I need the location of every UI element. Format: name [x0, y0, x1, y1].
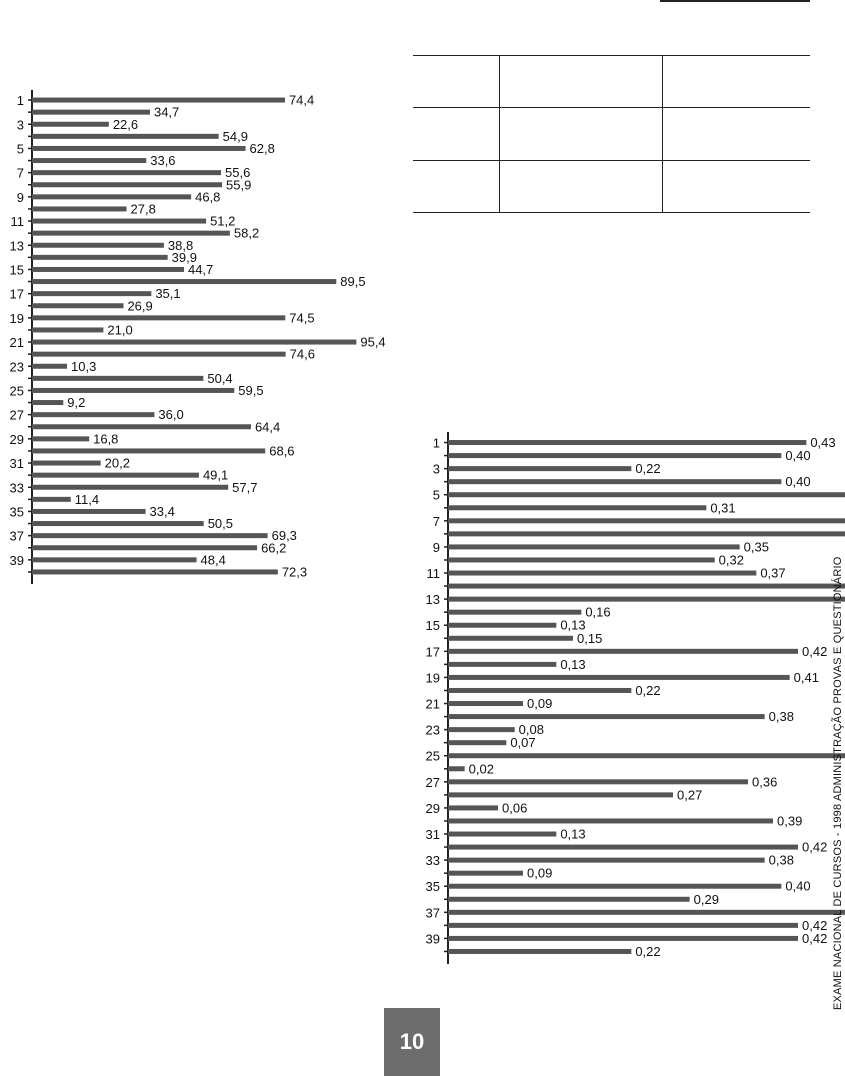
right-chart-tick-label: 11	[426, 566, 440, 582]
left-chart-value-label: 51,2	[210, 213, 236, 229]
right-chart-bar	[448, 453, 781, 458]
right-chart-bar	[448, 753, 845, 758]
right-chart-tick-label: 39	[425, 931, 440, 947]
left-chart-bar	[32, 485, 228, 490]
left-chart-value-label: 74,4	[288, 92, 315, 108]
right-chart-tick-label: 33	[425, 853, 440, 869]
right-chart-bar	[448, 884, 781, 889]
right-chart-bar	[448, 623, 556, 628]
table-cell	[500, 56, 663, 108]
left-chart-value-label: 89,5	[340, 274, 366, 290]
left-chart-tick-label: 9	[16, 189, 24, 205]
right-chart-value-label: 0,13	[560, 656, 586, 672]
right-chart-tick-label: 1	[432, 435, 440, 451]
right-chart-value-label: 0,16	[585, 604, 611, 620]
left-chart-bar	[32, 231, 230, 236]
left-chart-bar	[32, 110, 150, 115]
right-chart-value-label: 0,42	[802, 917, 828, 933]
right-chart-bar	[448, 440, 806, 445]
left-chart-bar	[32, 255, 168, 260]
right-chart-bar	[448, 571, 756, 576]
side-caption: EXAME NACIONAL DE CURSOS - 1998 ADMINISTRAÇÃO PROVAS E QUESTIONÁRIO	[832, 556, 844, 1010]
left-chart-tick-label: 37	[9, 528, 24, 544]
left-chart-bar	[32, 243, 164, 248]
right-chart-bar	[448, 871, 523, 876]
right-chart-bar	[448, 858, 765, 863]
left-chart-bar	[32, 315, 285, 320]
right-chart-bar	[448, 805, 498, 810]
right-chart-bar	[448, 675, 790, 680]
left-chart-value-label: 48,4	[200, 552, 226, 568]
left-chart-value-label: 59,5	[238, 382, 264, 398]
left-chart-value-label: 50,5	[207, 516, 234, 532]
right-chart-bar	[448, 688, 631, 693]
table-cell	[663, 160, 811, 212]
right-chart-value-label: 0,43	[810, 435, 836, 451]
right-chart-bar	[448, 949, 631, 954]
top-rule	[660, 0, 810, 2]
left-chart-bar	[32, 569, 278, 574]
right-chart-value-label: 0,02	[468, 761, 494, 777]
right-chart-value-label: 0,13	[560, 617, 586, 633]
left-chart-value-label: 44,7	[187, 261, 214, 277]
left-chart-value-label: 33,6	[150, 153, 176, 169]
left-chart-value-label: 39,9	[171, 249, 197, 265]
left-chart-value-label: 16,8	[93, 431, 119, 447]
left-chart-bar	[32, 400, 63, 405]
left-chart-bar	[32, 533, 268, 538]
left-chart-value-label: 74,5	[289, 310, 315, 326]
right-chart-value-label: 0,41	[793, 669, 819, 685]
right-chart-value-label: 0,42	[802, 643, 828, 659]
right-chart-value-label: 0,09	[527, 865, 553, 881]
left-chart-value-label: 21,0	[107, 322, 133, 338]
left-chart-value-label: 33,4	[149, 503, 175, 519]
left-chart-bar	[32, 436, 89, 441]
right-chart-bar	[448, 792, 673, 797]
right-chart-bar	[448, 492, 845, 497]
left-chart-bar	[32, 376, 203, 381]
left-bar-chart	[0, 88, 400, 598]
left-chart-value-label: 49,1	[202, 467, 229, 483]
left-chart-value-label: 69,3	[271, 528, 297, 544]
right-chart-value-label: 0,31	[710, 500, 736, 516]
left-chart-bar	[32, 267, 184, 272]
right-chart-bar	[448, 466, 631, 471]
left-chart-value-label: 50,4	[207, 370, 233, 386]
left-chart-bar	[32, 327, 103, 332]
left-chart-value-label: 20,2	[104, 455, 130, 471]
left-chart-tick-label: 35	[9, 504, 24, 520]
right-chart-value-label: 0,22	[635, 461, 661, 477]
right-chart-value-label: 0,29	[693, 891, 719, 907]
left-chart-bar	[32, 98, 285, 103]
right-chart-value-label: 0,13	[560, 826, 586, 842]
right-chart-tick-label: 23	[425, 722, 440, 738]
left-chart-bar	[32, 182, 222, 187]
left-chart-bar	[32, 219, 206, 224]
right-chart-tick-label: 7	[432, 513, 440, 529]
left-chart-value-label: 26,9	[127, 298, 153, 314]
left-chart-value-label: 55,9	[226, 177, 252, 193]
right-chart-bar	[448, 714, 765, 719]
right-chart-bar	[448, 923, 798, 928]
right-chart-value-label: 0,15	[577, 630, 603, 646]
right-chart-tick-label: 17	[425, 644, 440, 660]
right-chart-bar	[448, 531, 845, 536]
left-chart-bar	[32, 134, 219, 139]
left-chart-bar	[32, 521, 204, 526]
left-chart-value-label: 72,3	[281, 564, 308, 580]
left-chart-tick-label: 39	[9, 552, 24, 568]
left-chart-tick-label: 7	[16, 165, 24, 181]
right-chart-value-label: 0,08	[518, 722, 544, 738]
left-chart-value-label: 64,4	[254, 419, 281, 435]
right-chart-bar	[448, 557, 715, 562]
right-chart-value-label: 0,42	[802, 839, 828, 855]
left-chart-tick-label: 11	[10, 214, 24, 230]
left-chart-bar	[32, 194, 191, 199]
left-chart-value-label: 38,8	[167, 237, 194, 253]
page-number: 10	[384, 1008, 440, 1076]
right-chart-bar	[448, 936, 798, 941]
left-chart-tick-label: 27	[9, 407, 24, 423]
left-chart-value-label: 95,4	[360, 334, 386, 350]
right-chart-bar	[448, 897, 690, 902]
left-chart-bar	[32, 473, 199, 478]
right-chart-value-label: 0,38	[768, 852, 794, 868]
left-chart-value-label: 55,6	[225, 165, 251, 181]
left-chart-tick-label: 13	[9, 238, 24, 254]
left-chart-value-label: 11,4	[74, 491, 100, 507]
left-chart-bar	[32, 497, 71, 502]
table-cell	[413, 160, 500, 212]
right-chart-tick-label: 5	[432, 487, 440, 503]
right-chart-tick-label: 27	[425, 774, 440, 790]
left-chart-value-label: 66,2	[261, 540, 287, 556]
left-chart-value-label: 36,0	[158, 407, 184, 423]
left-chart-tick-label: 1	[16, 93, 24, 109]
left-chart-bar	[32, 279, 336, 284]
left-chart-tick-label: 23	[9, 359, 24, 375]
table-cell	[500, 108, 663, 160]
left-chart-bar	[32, 206, 127, 211]
left-chart-value-label: 74,6	[289, 346, 315, 362]
left-chart-bar	[32, 545, 257, 550]
left-chart-bar	[32, 448, 265, 453]
right-chart-tick-label: 21	[425, 696, 440, 712]
right-chart-value-label: 0,36	[752, 774, 778, 790]
right-chart-tick-label: 19	[425, 670, 440, 686]
left-chart-value-label: 10,3	[71, 358, 97, 374]
left-chart-tick-label: 31	[9, 456, 24, 472]
right-chart-tick-label: 29	[425, 800, 440, 816]
left-chart-bar	[32, 461, 101, 466]
right-chart-bar	[448, 845, 798, 850]
right-chart-bar	[448, 662, 556, 667]
left-chart-bar	[32, 352, 286, 357]
left-chart-bar	[32, 303, 123, 308]
right-chart-bar	[448, 518, 845, 523]
right-chart-value-label: 0,40	[785, 474, 811, 490]
left-chart-value-label: 34,7	[153, 104, 180, 120]
left-chart-value-label: 57,7	[232, 479, 258, 495]
right-chart-bar	[448, 597, 845, 602]
right-chart-bar	[448, 818, 773, 823]
left-chart-bar	[32, 340, 356, 345]
right-chart-bar	[448, 727, 515, 732]
right-chart-value-label: 0,32	[718, 552, 744, 568]
right-chart-value-label: 0,37	[760, 565, 786, 581]
right-chart-value-label: 0,40	[785, 878, 811, 894]
left-chart-tick-label: 5	[16, 141, 24, 157]
blank-table	[413, 55, 810, 213]
left-chart-value-label: 54,9	[222, 128, 248, 144]
right-chart-value-label: 0,06	[502, 800, 528, 816]
left-chart-bar	[32, 158, 146, 163]
table-cell	[663, 108, 811, 160]
right-chart-value-label: 0,09	[527, 696, 553, 712]
left-chart-bar	[32, 557, 197, 562]
right-chart-tick-label: 13	[425, 592, 440, 608]
left-chart-tick-label: 21	[9, 335, 24, 351]
left-chart-bar	[32, 509, 146, 514]
left-chart-tick-label: 3	[16, 117, 24, 133]
right-chart-bar	[448, 649, 798, 654]
left-chart-tick-label: 25	[9, 383, 24, 399]
left-chart-bar	[32, 291, 151, 296]
right-chart-tick-label: 35	[425, 879, 440, 895]
right-chart-value-label: 0,39	[777, 813, 803, 829]
right-chart-bar	[448, 479, 781, 484]
left-chart-bar	[32, 388, 234, 393]
right-chart-tick-label: 3	[432, 461, 440, 477]
left-chart-bar	[32, 424, 251, 429]
left-chart-tick-label: 33	[9, 480, 24, 496]
left-chart-bar	[32, 146, 246, 151]
left-chart-value-label: 27,8	[130, 201, 156, 217]
right-chart-bar	[448, 779, 748, 784]
right-chart-tick-label: 31	[425, 827, 440, 843]
left-chart-value-label: 22,6	[112, 116, 139, 132]
right-bar-chart	[412, 428, 836, 968]
left-chart-value-label: 58,2	[233, 225, 260, 241]
right-chart-bar	[448, 544, 740, 549]
left-chart-bar	[32, 412, 154, 417]
right-chart-value-label: 0,38	[768, 709, 794, 725]
right-chart-value-label: 0,42	[802, 930, 828, 946]
right-chart-bar	[448, 505, 706, 510]
table-cell	[413, 56, 500, 108]
right-chart-value-label: 0,07	[510, 735, 536, 751]
right-chart-tick-label: 25	[425, 748, 440, 764]
left-chart-value-label: 35,1	[155, 286, 181, 302]
left-chart-tick-label: 17	[9, 286, 24, 302]
right-chart-value-label: 0,40	[785, 448, 811, 464]
right-chart-tick-label: 9	[432, 539, 440, 555]
right-chart-tick-label: 15	[425, 618, 440, 634]
right-chart-bar	[448, 636, 573, 641]
table-cell	[413, 108, 500, 160]
table-cell	[500, 160, 663, 212]
table-cell	[663, 56, 811, 108]
left-chart-bar	[32, 364, 67, 369]
left-chart-bar	[32, 170, 221, 175]
right-chart-value-label: 0,27	[677, 787, 703, 803]
right-chart-value-label: 0,22	[635, 682, 661, 698]
left-chart-tick-label: 15	[9, 262, 24, 278]
right-chart-bar	[448, 832, 556, 837]
right-chart-bar	[448, 910, 845, 915]
left-chart-tick-label: 29	[9, 431, 24, 447]
left-chart-value-label: 68,6	[269, 443, 295, 459]
left-chart-value-label: 46,8	[195, 189, 221, 205]
right-chart-bar	[448, 740, 506, 745]
right-chart-tick-label: 37	[425, 905, 440, 921]
right-chart-bar	[448, 610, 581, 615]
left-chart-value-label: 62,8	[249, 140, 275, 156]
right-chart-value-label: 0,35	[743, 539, 769, 555]
right-chart-bar	[448, 766, 465, 771]
right-chart-bar	[448, 701, 523, 706]
right-chart-value-label: 0,22	[635, 943, 661, 959]
left-chart-value-label: 9,2	[67, 395, 86, 411]
left-chart-tick-label: 19	[9, 310, 24, 326]
left-chart-bar	[32, 122, 109, 127]
right-chart-bar	[448, 584, 845, 589]
